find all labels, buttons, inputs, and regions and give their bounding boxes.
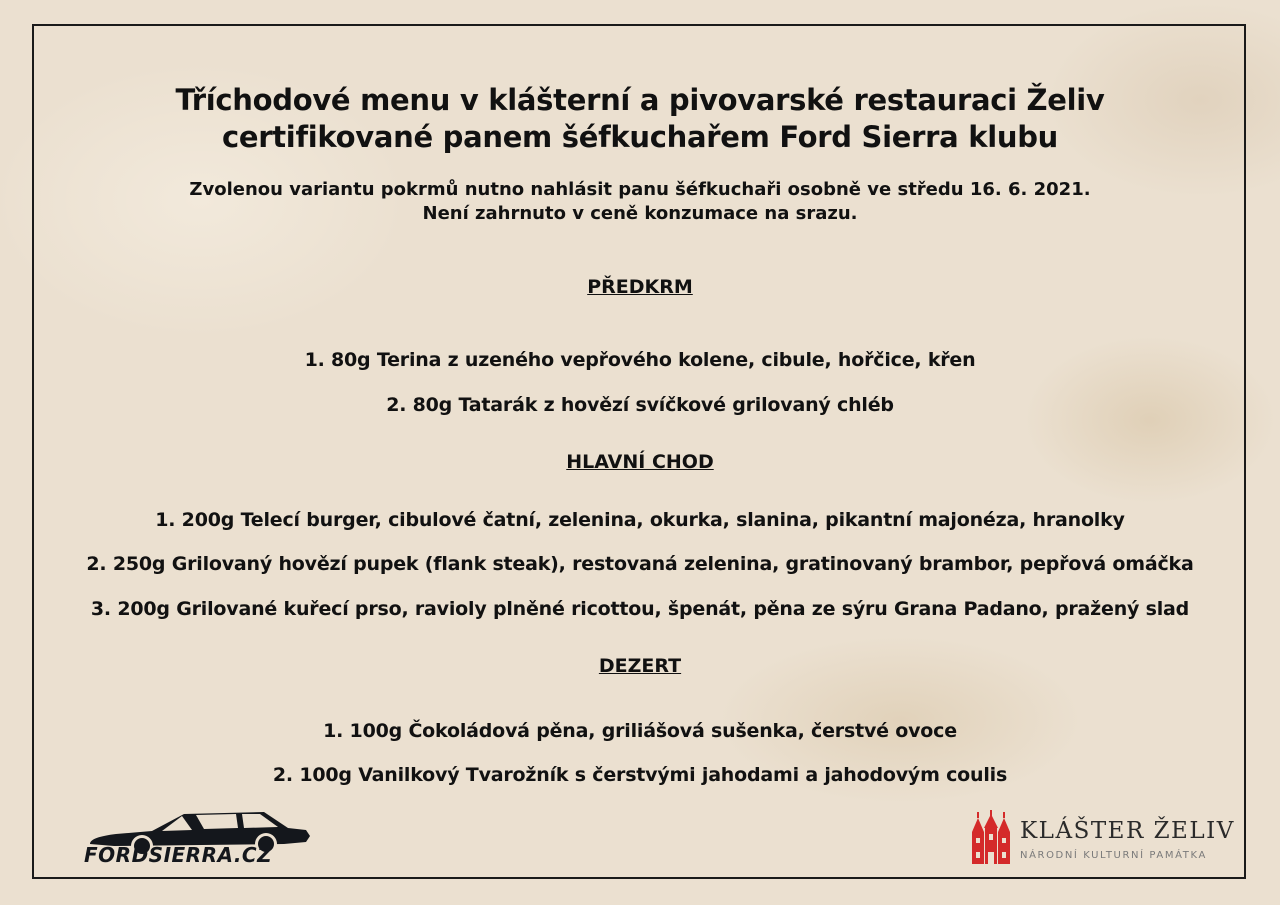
menu-item-dessert-1: 1. 100g Čokoládová pěna, griliášová sušenka, čerstvé ovoce	[323, 720, 957, 742]
section-heading-dessert: DEZERT	[598, 655, 682, 677]
menu-item-starter-1: 1. 80g Terina z uzeného vepřového kolene, cibule, hořčice, křen	[304, 349, 976, 371]
zeliv-logo	[970, 810, 1235, 866]
section-heading-starter: PŘEDKRM	[587, 276, 693, 298]
menu-item-main-1: 1. 200g Telecí burger, cibulové čatní, zelenina, okurka, slanina, pikantní majonéza, hranolky	[155, 509, 1125, 531]
church-towers-icon	[970, 810, 1012, 866]
menu-title-line2: certifikované panem šéfkuchařem Ford Sierra klubu	[221, 120, 1058, 154]
zeliv-logo-subtitle: NÁRODNÍ KULTURNÍ PAMÁTKA	[1020, 850, 1207, 861]
fordsierra-logo-text: FORDSIERRA.CZ	[84, 843, 273, 867]
menu-item-main-3: 3. 200g Grilované kuřecí prso, ravioly plněné ricottou, špenát, pěna ze sýru Grana Padano, pražený slad	[90, 598, 1190, 620]
menu-title-line1: Tříchodové menu v klášterní a pivovarské restauraci Želiv	[175, 83, 1105, 117]
menu-item-dessert-2: 2. 100g Vanilkový Tvarožník s čerstvými jahodami a jahodovým coulis	[272, 764, 1008, 786]
order-note-line2: Není zahrnuto v ceně konzumace na srazu.	[422, 203, 858, 224]
zeliv-logo-name: KLÁŠTER ŽELIV	[1020, 818, 1235, 844]
fordsierra-logo	[84, 806, 314, 866]
section-heading-main: HLAVNÍ CHOD	[566, 451, 714, 473]
menu-item-main-2: 2. 250g Grilovaný hovězí pupek (flank steak), restovaná zelenina, gratinovaný brambor, pepřová omáčka	[86, 553, 1194, 575]
menu-item-starter-2: 2. 80g Tatarák z hovězí svíčkové grilovaný chléb	[386, 394, 894, 416]
order-note-line1: Zvolenou variantu pokrmů nutno nahlásit panu šéfkuchaři osobně ve středu 16. 6. 2021.	[189, 179, 1091, 200]
